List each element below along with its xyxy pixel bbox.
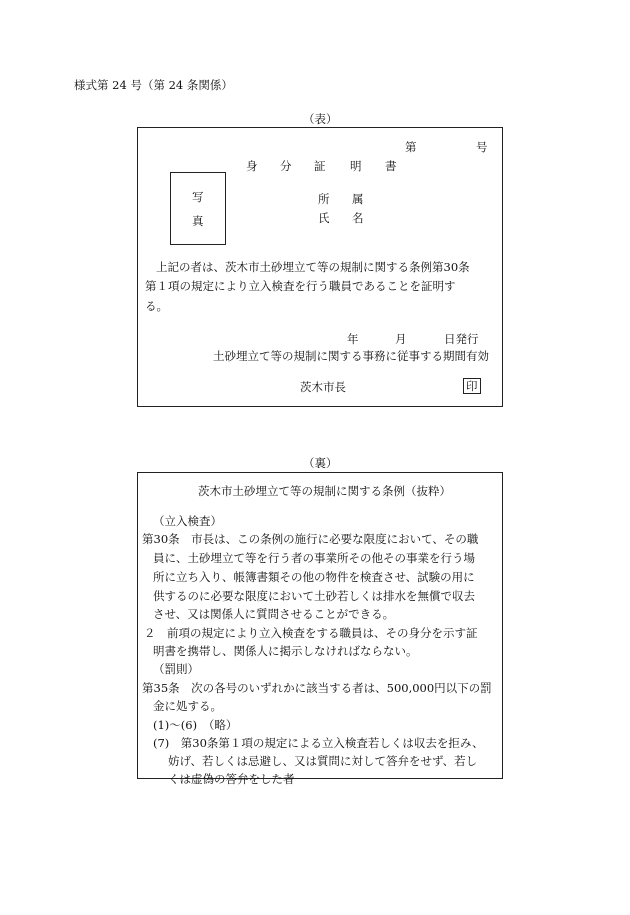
front-side-label: （表） <box>303 112 338 126</box>
excerpt-line: （罰則） <box>153 662 199 676</box>
excerpt-line: 供するのに必要な限度において土砂若しくは排水を無償で収去 <box>153 589 475 603</box>
excerpt-line: 所に立ち入り、帳簿書類その他の物件を検査させ、試験の用に <box>153 570 475 584</box>
excerpt-line: 第35条 次の各号のいずれかに該当する者は、500,000円以下の罰 <box>142 681 492 695</box>
card-title-char-5: 書 <box>385 159 397 173</box>
issue-date-year: 年 <box>347 332 359 346</box>
affiliation-label-char-1: 所 <box>318 192 330 206</box>
issuer-name: 茨木市長 <box>300 380 346 394</box>
form-number-label: 様式第 24 号（第 24 条関係） <box>74 78 233 92</box>
back-side-label: （裏） <box>303 456 338 470</box>
card-title-char-3: 証 <box>314 159 326 173</box>
name-label-char-1: 氏 <box>318 211 330 225</box>
excerpt-line: 妨げ、若しくは忌避し、又は質問に対して答弁をせず、若し <box>168 754 478 768</box>
affiliation-label-char-2: 属 <box>352 192 364 206</box>
number-prefix: 第 <box>405 140 417 154</box>
excerpt-line: 員に、土砂埋立て等を行う者の事業所その他その事業を行う場 <box>153 551 475 565</box>
issue-date-day: 日発行 <box>444 332 479 346</box>
seal-mark: 印 <box>463 378 481 394</box>
excerpt-line: 明書を携帯し、関係人に掲示しなければならない。 <box>153 644 418 658</box>
front-card <box>137 127 503 407</box>
excerpt-line: （立入検査） <box>153 514 222 528</box>
card-title-char-2: 分 <box>280 159 292 173</box>
photo-label-char-2: 真 <box>192 214 204 228</box>
back-card <box>137 472 503 786</box>
name-label-char-2: 名 <box>352 211 364 225</box>
excerpt-line: ２ 前項の規定により立入検査をする職員は、その身分を示す証 <box>144 626 478 640</box>
certification-line-1: 上記の者は、茨木市土砂埋立て等の規制に関する条例第30条 <box>156 260 470 274</box>
validity-statement: 土砂埋立て等の規制に関する事務に従事する期間有効 <box>213 349 489 363</box>
excerpt-line: させ、又は関係人に質問させることができる。 <box>153 607 395 621</box>
excerpt-line: くは虚偽の答弁をした者 <box>168 772 295 786</box>
issue-date-month: 月 <box>395 332 407 346</box>
photo-label-char-1: 写 <box>192 190 204 204</box>
ordinance-excerpt-title: 茨木市土砂埋立て等の規制に関する条例（抜粋） <box>198 484 451 498</box>
number-suffix: 号 <box>476 140 488 154</box>
excerpt-line: (7) 第30条第１項の規定による立入検査若しくは収去を拒み、 <box>153 736 484 750</box>
certification-line-3: る。 <box>145 299 168 313</box>
excerpt-line: (1)～(6) （略） <box>153 718 238 732</box>
card-title-char-4: 明 <box>350 159 362 173</box>
photo-placeholder <box>170 172 226 245</box>
card-title-char-1: 身 <box>246 159 258 173</box>
excerpt-line: 金に処する。 <box>153 699 222 713</box>
certification-line-2: 第１項の規定により立入検査を行う職員であることを証明す <box>145 279 456 293</box>
excerpt-line: 第30条 市長は、この条例の施行に必要な限度において、その職 <box>142 532 479 546</box>
